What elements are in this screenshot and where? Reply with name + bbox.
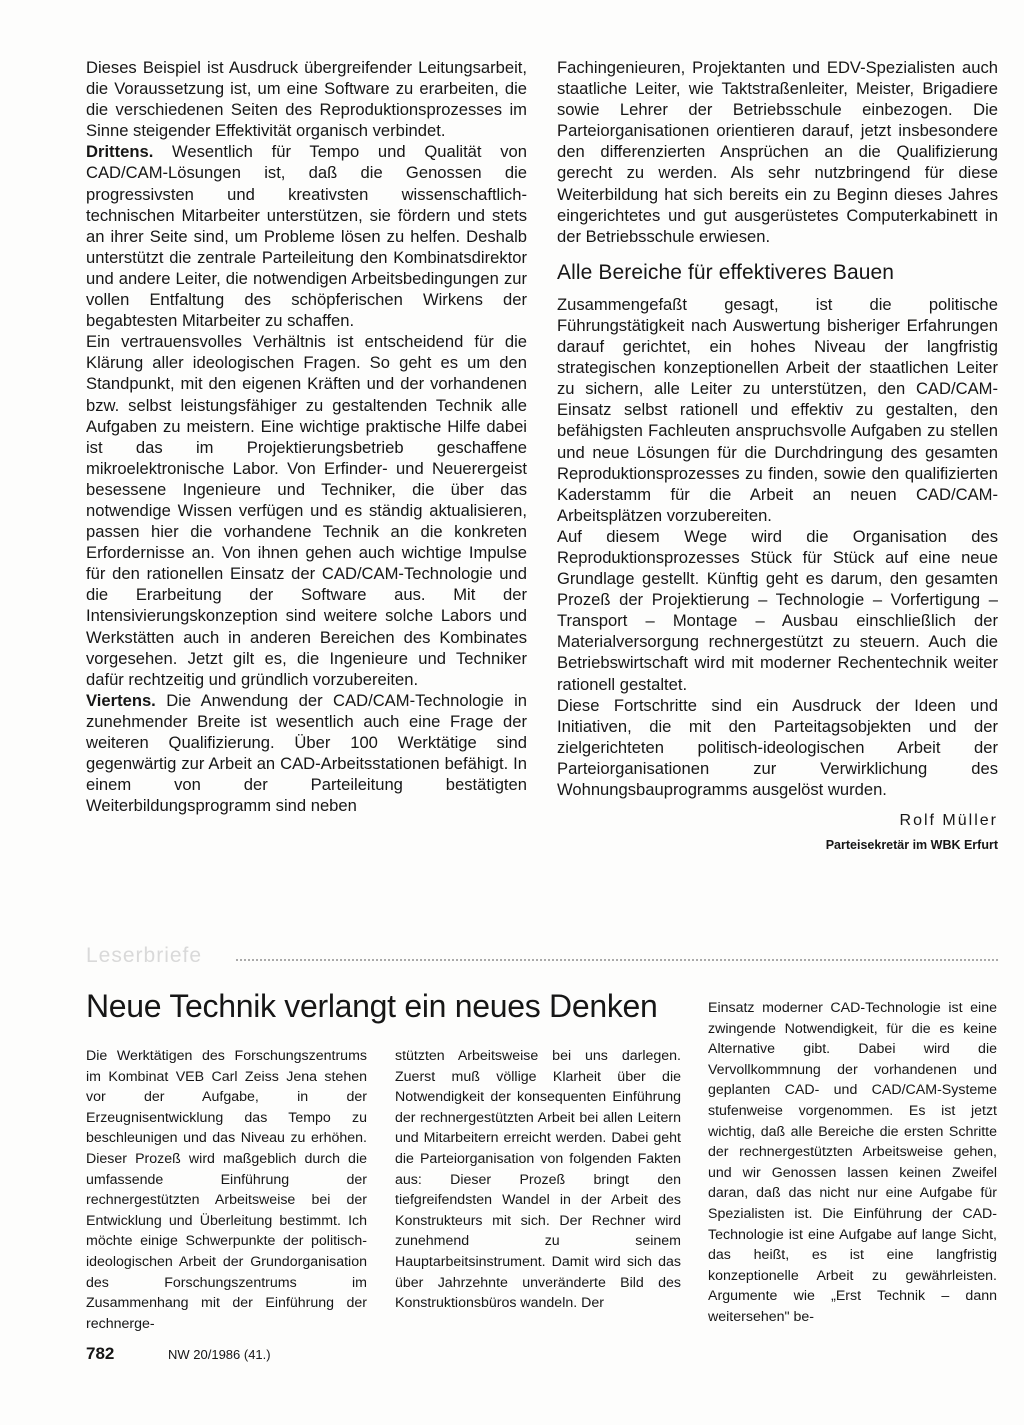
author-title: Parteisekretär im WBK Erfurt bbox=[825, 838, 998, 853]
paragraph-text: Die Anwendung der CAD/CAM-Technologie in zunehmender Breite ist wesentlich auch eine Frage der weiteren Qualifizierung. Über 100 Werktätige sind gegenwärtig zur Arbeit an CAD-Arbeitsstationen befähigt. In einem von der Parteileitung bestätigten Weiterbildungsprogramm sind neben bbox=[86, 690, 527, 816]
section-heading: Alle Bereiche für effektiveres Bauen bbox=[557, 260, 895, 284]
article-paragraph: Auf diesem Wege wird die Organisation des Reproduktionsprozesses Stück für Stück auf eine neue Grundlage gestellt. Künftig geht es darum, den gesamten Prozeß der Projektierung – Technologie – Vorfertigung – Transport – Montage – Ausbau einschließlich der Materialversorgung rechnergestützt zu steuern. Auch die Betriebswirtschaft wird mit moderner Rechentechnik weiter rationell gestaltet. bbox=[557, 526, 998, 694]
rubric-label: Leserbriefe bbox=[86, 944, 203, 967]
letter-column-2 bbox=[395, 1046, 681, 1314]
article-paragraph: Dieses Beispiel ist Ausdruck übergreifender Leitungsarbeit, die Voraussetzung ist, um eine Software zu erarbeiten, die die verschiedenen Seiten des Reproduktionsprozesses im Sinne steigender Effektivität organisch verbindet. bbox=[86, 58, 527, 141]
letter-paragraph: Einsatz moderner CAD-Technologie ist eine zwingende Notwendigkeit, für die es keine Alternative gibt. Dabei wird die Vervollkommnung der vorhandenen und geplanten CAD- und CAD/CAM-Systeme stufenweise vorgenommen. Es ist jetzt wichtig, daß alle Bereiche die ersten Schritte der rechnergestützten Arbeitsweise gehen, und wir Genossen lassen keinen Zweifel daran, daß das nicht nur eine Aufgabe für Spezialisten ist. Die Einführung der CAD-Technologie ist eine Aufgabe auf lange Sicht, das heißt, es ist eine langfristig konzeptionelle Arbeit zu gewährleisten. Argumente wie „Erst Technik – dann weitersehen" be- bbox=[708, 1000, 997, 1325]
letter-paragraph: Die Werktätigen des Forschungszentrums im Kombinat VEB Carl Zeiss Jena stehen vor der Aufgabe, in der Erzeugnisentwicklung das Tempo zu beschleunigen und das Niveau zu erhöhen. Dieser Prozeß wird maßgeblich durch die umfassende Einführung der rechnergestützten Arbeitsweise bei der Entwicklung und Überleitung bestimmt. Ich möchte einige Schwerpunkte der politisch-ideologischen Arbeit der Grundorganisation des Forschungszentrums im Zusammenhang mit der Einführung der rechnerge- bbox=[86, 1048, 367, 1332]
article-paragraph: Zusammengefaßt gesagt, ist die politische Führungstätigkeit nach Auswertung bisheriger Erfahrungen darauf gerichtet, ein hohes Niveau der langfristig strategischen konzeptionellen Arbeit der staatlichen Leiter zu sichern, alle Leiter zu unterstützen, den CAD/CAM-Einsatz selbst rationell und effektiv zu gestalten, den befähigsten Fachleuten anspruchsvolle Aufgaben zu stellen und neue Lösungen für die Durchdringung des gesamten Reproduktionsprozesses zu finden, sowie den qualifizierten Kaderstamm für die Arbeit an neuen CAD/CAM-Arbeitsplätzen vorzubereiten. bbox=[557, 294, 998, 525]
paragraph-lead: Drittens. bbox=[86, 142, 154, 162]
letter-column-3 bbox=[708, 998, 997, 1328]
letter-headline: Neue Technik verlangt ein neues Denken bbox=[86, 988, 658, 1024]
issue-label: NW 20/1986 (41.) bbox=[168, 1347, 271, 1362]
article-paragraph bbox=[86, 690, 527, 817]
article-column-right bbox=[557, 57, 998, 856]
rubric-bar bbox=[86, 944, 998, 972]
article-column-left bbox=[86, 57, 527, 816]
article-paragraph: Diese Fortschritte sind ein Ausdruck der Ideen und Initiativen, die mit den Parteitagsobjekten und der zielgerichteten politisch-ideologischen Arbeit der Parteiorganisationen zur Verwirklichung des Wohnungsbauprogramms ausgelöst wurden. bbox=[557, 695, 998, 799]
author-signature bbox=[557, 810, 998, 856]
author-name: Rolf Müller bbox=[899, 812, 998, 830]
article-paragraph: Fachingenieuren, Projektanten und EDV-Spezialisten auch staatliche Leiter, wie Taktstraßenleiter, Meister, Brigadiere sowie Lehrer der Betriebsschule einbezogen. Die Parteiorganisationen orientieren darauf, jetzt insbesondere den differenzierten Ansprüchen an die Qualifizierung gerecht zu werden. Als sehr nutzbringend für diese Weiterbildung hat sich bereits ein zu Beginn dieses Jahres eingerichtetes und gut ausgerüstetes Computerkabinett in der Betriebsschule erwiesen. bbox=[557, 58, 998, 246]
article-paragraph: Ein vertrauensvolles Verhältnis ist entscheidend für die Klärung aller ideologischen Fragen. So geht es um den Standpunkt, mit den eigenen Kräften und der vorhandenen bzw. selbst leistungsfähiger zu gestaltenden Technik alle Aufgaben zu meistern. Eine wichtige praktische Hilfe dabei ist das im Projektierungsbetrieb geschaffene mikroelektronische Labor. Von Erfinder- und Neuerergeist besessene Ingenieure und Techniker, die über das notwendige Wissen verfügen und es ständig aktualisieren, passen hier die vorhandene Technik an die konkreten Erfordernisse an. Von ihnen gehen auch wichtige Impulse für den rationellen Einsatz der CAD/CAM-Technologie und die Erarbeitung der Software aus. Mit der Intensivierungskonzeption sind weitere solche Labors und Werkstätten auch in anderen Bereichen des Kombinates vorgesehen. Jetzt gilt es, die Ingenieure und Techniker dafür rechtzeitig und gründlich vorzubereiten. bbox=[86, 332, 527, 689]
letter-paragraph: stützten Arbeitsweise bei uns darlegen. Zuerst muß völlige Klarheit über die Notwendigkeit der konsequenten Einführung der rechnergestützten Arbeit bei allen Leitern und Mitarbeitern erreicht werden. Dabei geht die Parteiorganisation von folgenden Fakten aus: Dieser Prozeß bringt den tiefgreifendsten Wandel in der Arbeit des Konstrukteurs mit sich. Der Rechner wird zunehmend zu seinem Hauptarbeitsinstrument. Damit wird sich das über Jahrzehnte unveränderte Bild des Konstruktionsbüros wandeln. Der bbox=[395, 1048, 681, 1312]
article-paragraph bbox=[86, 141, 527, 331]
letter-column-1 bbox=[86, 1046, 367, 1334]
rubric-divider bbox=[236, 959, 998, 961]
paragraph-lead: Viertens. bbox=[86, 690, 156, 710]
page-number: 782 bbox=[86, 1344, 115, 1363]
paragraph-text: Wesentlich für Tempo und Qualität von CAD/CAM-Lösungen ist, daß die Genossen die progressivsten und kreativsten wissenschaftlich-technischen Mitarbeiter unterstützen, sie fördern und stets an ihrer Seite sind, um Probleme lösen zu helfen. Deshalb unterstützt die zentrale Parteileitung den Kombinatsdirektor und andere Leiter, die notwendigen Arbeitsbedingungen zur vollen Entfaltung des schöpferischen Wirkens der begabtesten Mitarbeiter zu schaffen. bbox=[86, 142, 527, 331]
